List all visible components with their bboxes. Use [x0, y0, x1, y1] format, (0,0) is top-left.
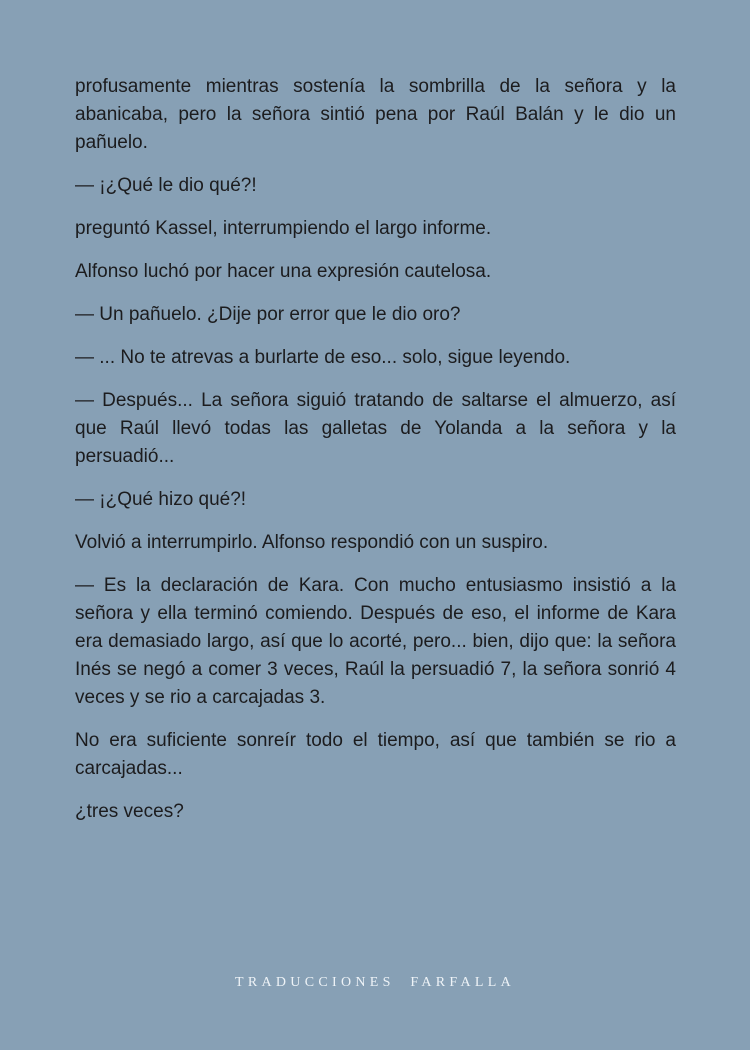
- paragraph: — ¡¿Qué le dio qué?!: [75, 175, 257, 196]
- paragraph: — ... No te atrevas a burlarte de eso... solo, sigue leyendo.: [75, 347, 571, 368]
- paragraph: No era suficiente sonreír todo el tiempo, así que también se rio a carcajadas...: [75, 730, 676, 779]
- paragraph: — Es la declaración de Kara. Con mucho entusiasmo insistió a la señora y ella terminó comiendo. Después de eso, el informe de Kara era demasiado largo, así que lo acorté, pero... bien, dijo que: la señora Inés se negó a comer 3 veces, Raúl la persuadió 7, la señora sonrió 4 veces y se rio a carcajadas 3.: [75, 575, 676, 708]
- page-body-text: [75, 73, 676, 841]
- paragraph: Alfonso luchó por hacer una expresión cautelosa.: [75, 261, 492, 282]
- paragraph: ¿tres veces?: [75, 801, 184, 822]
- publisher-footer: TRADUCCIONES FARFALLA: [235, 975, 515, 990]
- paragraph: profusamente mientras sostenía la sombrilla de la señora y la abanicaba, pero la señora sintió pena por Raúl Balán y le dio un pañuelo.: [75, 76, 676, 153]
- paragraph: — Después... La señora siguió tratando de saltarse el almuerzo, así que Raúl llevó todas las galletas de Yolanda a la señora y la persuadió...: [75, 390, 676, 467]
- paragraph: — Un pañuelo. ¿Dije por error que le dio oro?: [75, 304, 461, 325]
- paragraph: — ¡¿Qué hizo qué?!: [75, 489, 247, 510]
- paragraph: Volvió a interrumpirlo. Alfonso respondió con un suspiro.: [75, 532, 549, 553]
- paragraph: preguntó Kassel, interrumpiendo el largo informe.: [75, 218, 492, 239]
